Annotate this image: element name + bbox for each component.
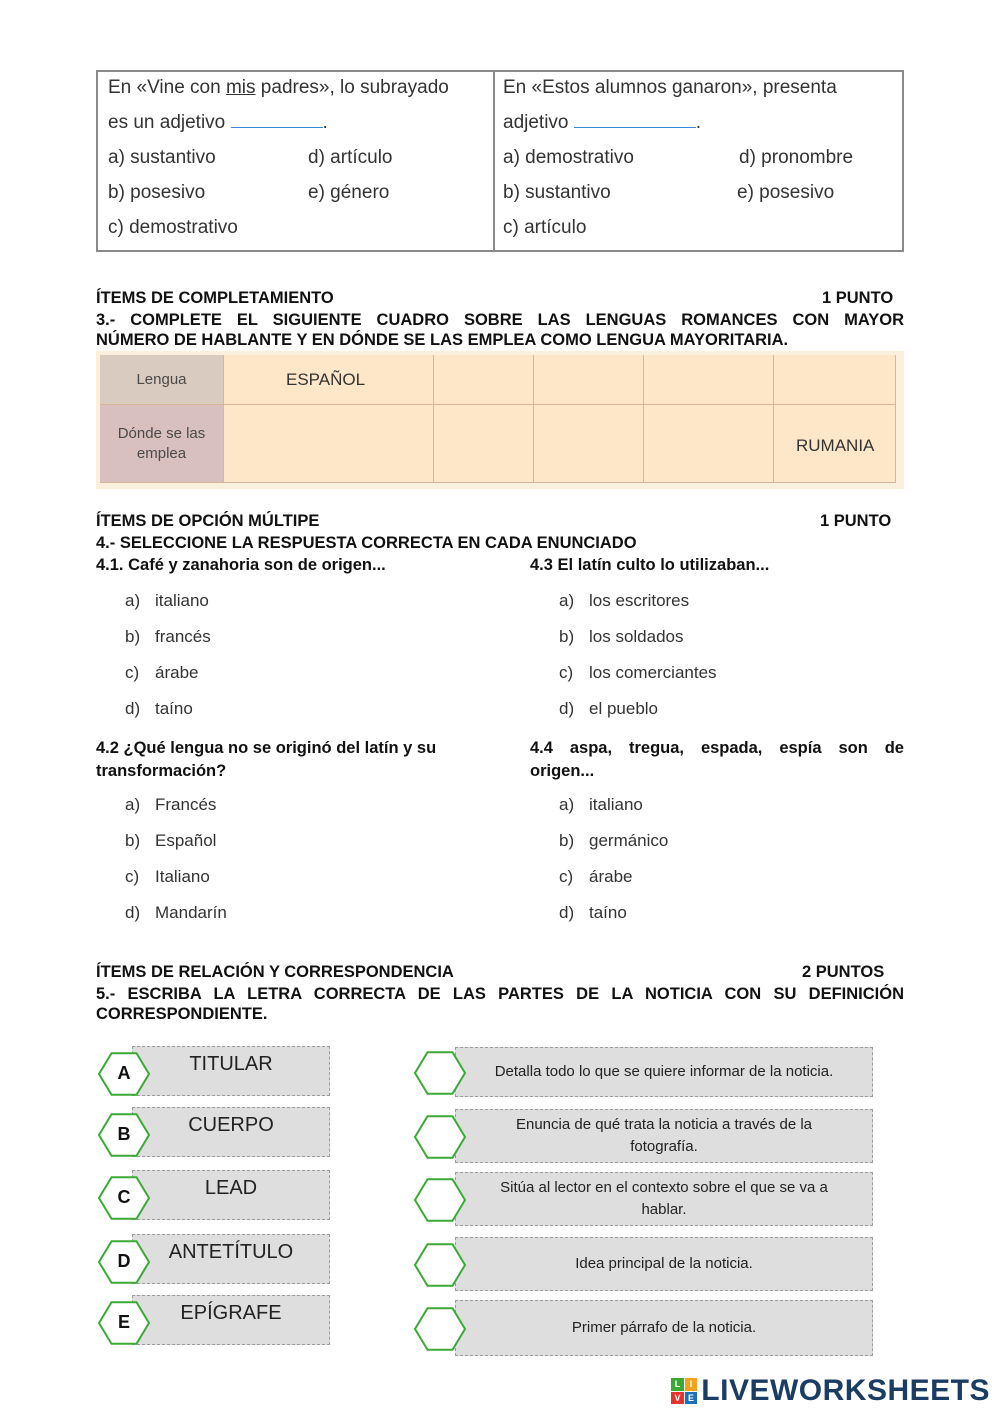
section3-instruction-1: 3.- COMPLETE EL SIGUIENTE CUADRO SOBRE LAS LENGUAS ROMANCES CON MAYOR: [96, 311, 904, 329]
term-letter: B: [117, 1124, 131, 1144]
section5-instruction-1: 5.- ESCRIBA LA LETRA CORRECTA DE LAS PARTES DE LA NOTICIA CON SU DEFINICIÓN: [96, 985, 904, 1003]
section4-points: 1 PUNTO: [820, 512, 892, 530]
definition-box: Idea principal de la noticia.: [455, 1237, 873, 1291]
option-4-4-b[interactable]: b) germánico: [559, 831, 669, 850]
donde-cell[interactable]: [434, 405, 534, 483]
option-4-2-c[interactable]: c) Italiano: [125, 867, 210, 886]
term-box: EPÍGRAFE: [132, 1295, 330, 1345]
answer-hexagon-input[interactable]: [413, 1238, 467, 1292]
option-4-3-c[interactable]: c) los comerciantes: [559, 663, 717, 682]
option-4-2-d[interactable]: d) Mandarín: [125, 903, 227, 922]
option-4-4-d[interactable]: d) taíno: [559, 903, 627, 922]
section5-points: 2 PUNTOS: [802, 963, 885, 981]
answer-hexagon-input[interactable]: [413, 1302, 467, 1356]
option-4-1-d[interactable]: d) taíno: [125, 699, 193, 718]
lengua-cell[interactable]: [644, 355, 774, 405]
lengua-cell[interactable]: [434, 355, 534, 405]
liveworksheets-logo: [671, 1374, 990, 1408]
term-letter: A: [117, 1063, 131, 1083]
lengua-cell[interactable]: [534, 355, 644, 405]
answer-hexagon-input[interactable]: [413, 1110, 467, 1164]
donde-cell[interactable]: [534, 405, 644, 483]
section3-points: 1 PUNTO: [822, 289, 894, 307]
question-4-4: 4.4 aspa, tregua, espada, espía son de origen...: [530, 739, 904, 780]
option-4-4-a[interactable]: a) italiano: [559, 795, 643, 814]
option-4-1-a[interactable]: a) italiano: [125, 591, 209, 610]
option-4-1-b[interactable]: b) francés: [125, 627, 211, 646]
romance-languages-table: [96, 351, 904, 489]
option-4-4-c[interactable]: c) árabe: [559, 867, 633, 886]
answer-blank-left[interactable]: [231, 127, 323, 128]
section3-heading: ÍTEMS DE COMPLETAMIENTO: [96, 289, 334, 307]
donde-cell[interactable]: [644, 405, 774, 483]
option-4-2-a[interactable]: a) Francés: [125, 795, 217, 814]
answer-blank-right[interactable]: [574, 127, 696, 128]
term-letter: C: [117, 1187, 131, 1207]
liveworksheets-wordmark: LIVEWORKSHEETS: [701, 1374, 990, 1407]
section3-instruction-2: NÚMERO DE HABLANTE Y EN DÓNDE SE LAS EMPLEA COMO LENGUA MAYORITARIA.: [96, 331, 789, 349]
section4-heading: ÍTEMS DE OPCIÓN MÚLTIPE: [96, 512, 320, 530]
option-4-3-a[interactable]: a) los escritores: [559, 591, 690, 610]
section5-heading: ÍTEMS DE RELACIÓN Y CORRESPONDENCIA: [96, 963, 454, 981]
row-label-donde: Dónde se las emplea: [100, 405, 224, 483]
donde-cell[interactable]: RUMANIA: [774, 405, 896, 483]
term-box: TITULAR: [132, 1046, 330, 1096]
term-letter: E: [117, 1312, 130, 1332]
pronoun-exercise-table: [96, 70, 904, 252]
definition-box: Detalla todo lo que se quiere informar de la noticia.: [455, 1047, 873, 1097]
answer-hexagon-input[interactable]: [413, 1046, 467, 1100]
term-letter: D: [117, 1251, 131, 1271]
donde-cell[interactable]: [224, 405, 434, 483]
exercise-cell-left: En «Vine con mis padres», lo subrayado es un adjetivo . a) sustantivo d) artículo b) posesivo e) género c) demostrativo: [98, 72, 495, 250]
section5-instruction-2: CORRESPONDIENTE.: [96, 1005, 268, 1023]
answer-hexagon-input[interactable]: [413, 1173, 467, 1227]
option-4-3-b[interactable]: b) los soldados: [559, 627, 684, 646]
term-box: LEAD: [132, 1170, 330, 1220]
option-4-1-c[interactable]: c) árabe: [125, 663, 199, 682]
section4-instruction: 4.- SELECCIONE LA RESPUESTA CORRECTA EN CADA ENUNCIADO: [96, 534, 637, 552]
exercise-cell-right: En «Estos alumnos ganaron», presenta adjetivo . a) demostrativo d) pronombre b) sustantivo e) posesivo c) artículo: [503, 77, 854, 238]
lengua-cell[interactable]: [774, 355, 896, 405]
term-box: ANTETÍTULO: [132, 1234, 330, 1284]
question-4-2: 4.2 ¿Qué lengua no se originó del latín y su transformación?: [96, 739, 437, 780]
row-label-lengua: Lengua: [100, 355, 224, 405]
option-4-2-b[interactable]: b) Español: [125, 831, 217, 850]
exercise-left-prompt: En «Vine con mis padres», lo subrayado: [108, 77, 449, 98]
definition-box: Primer párrafo de la noticia.: [455, 1300, 873, 1356]
option-4-3-d[interactable]: d) el pueblo: [559, 699, 659, 718]
definition-box: Sitúa al lector en el contexto sobre el que se va a hablar.: [455, 1172, 873, 1226]
lengua-cell[interactable]: ESPAÑOL: [224, 355, 434, 405]
question-4-1: 4.1. Café y zanahoria son de origen...: [96, 556, 386, 574]
question-4-3: 4.3 El latín culto lo utilizaban...: [530, 556, 770, 574]
definition-box: Enuncia de qué trata la noticia a través de la fotografía.: [455, 1109, 873, 1163]
liveworksheets-mark-icon: L I V E: [671, 1378, 697, 1404]
term-box: CUERPO: [132, 1107, 330, 1157]
